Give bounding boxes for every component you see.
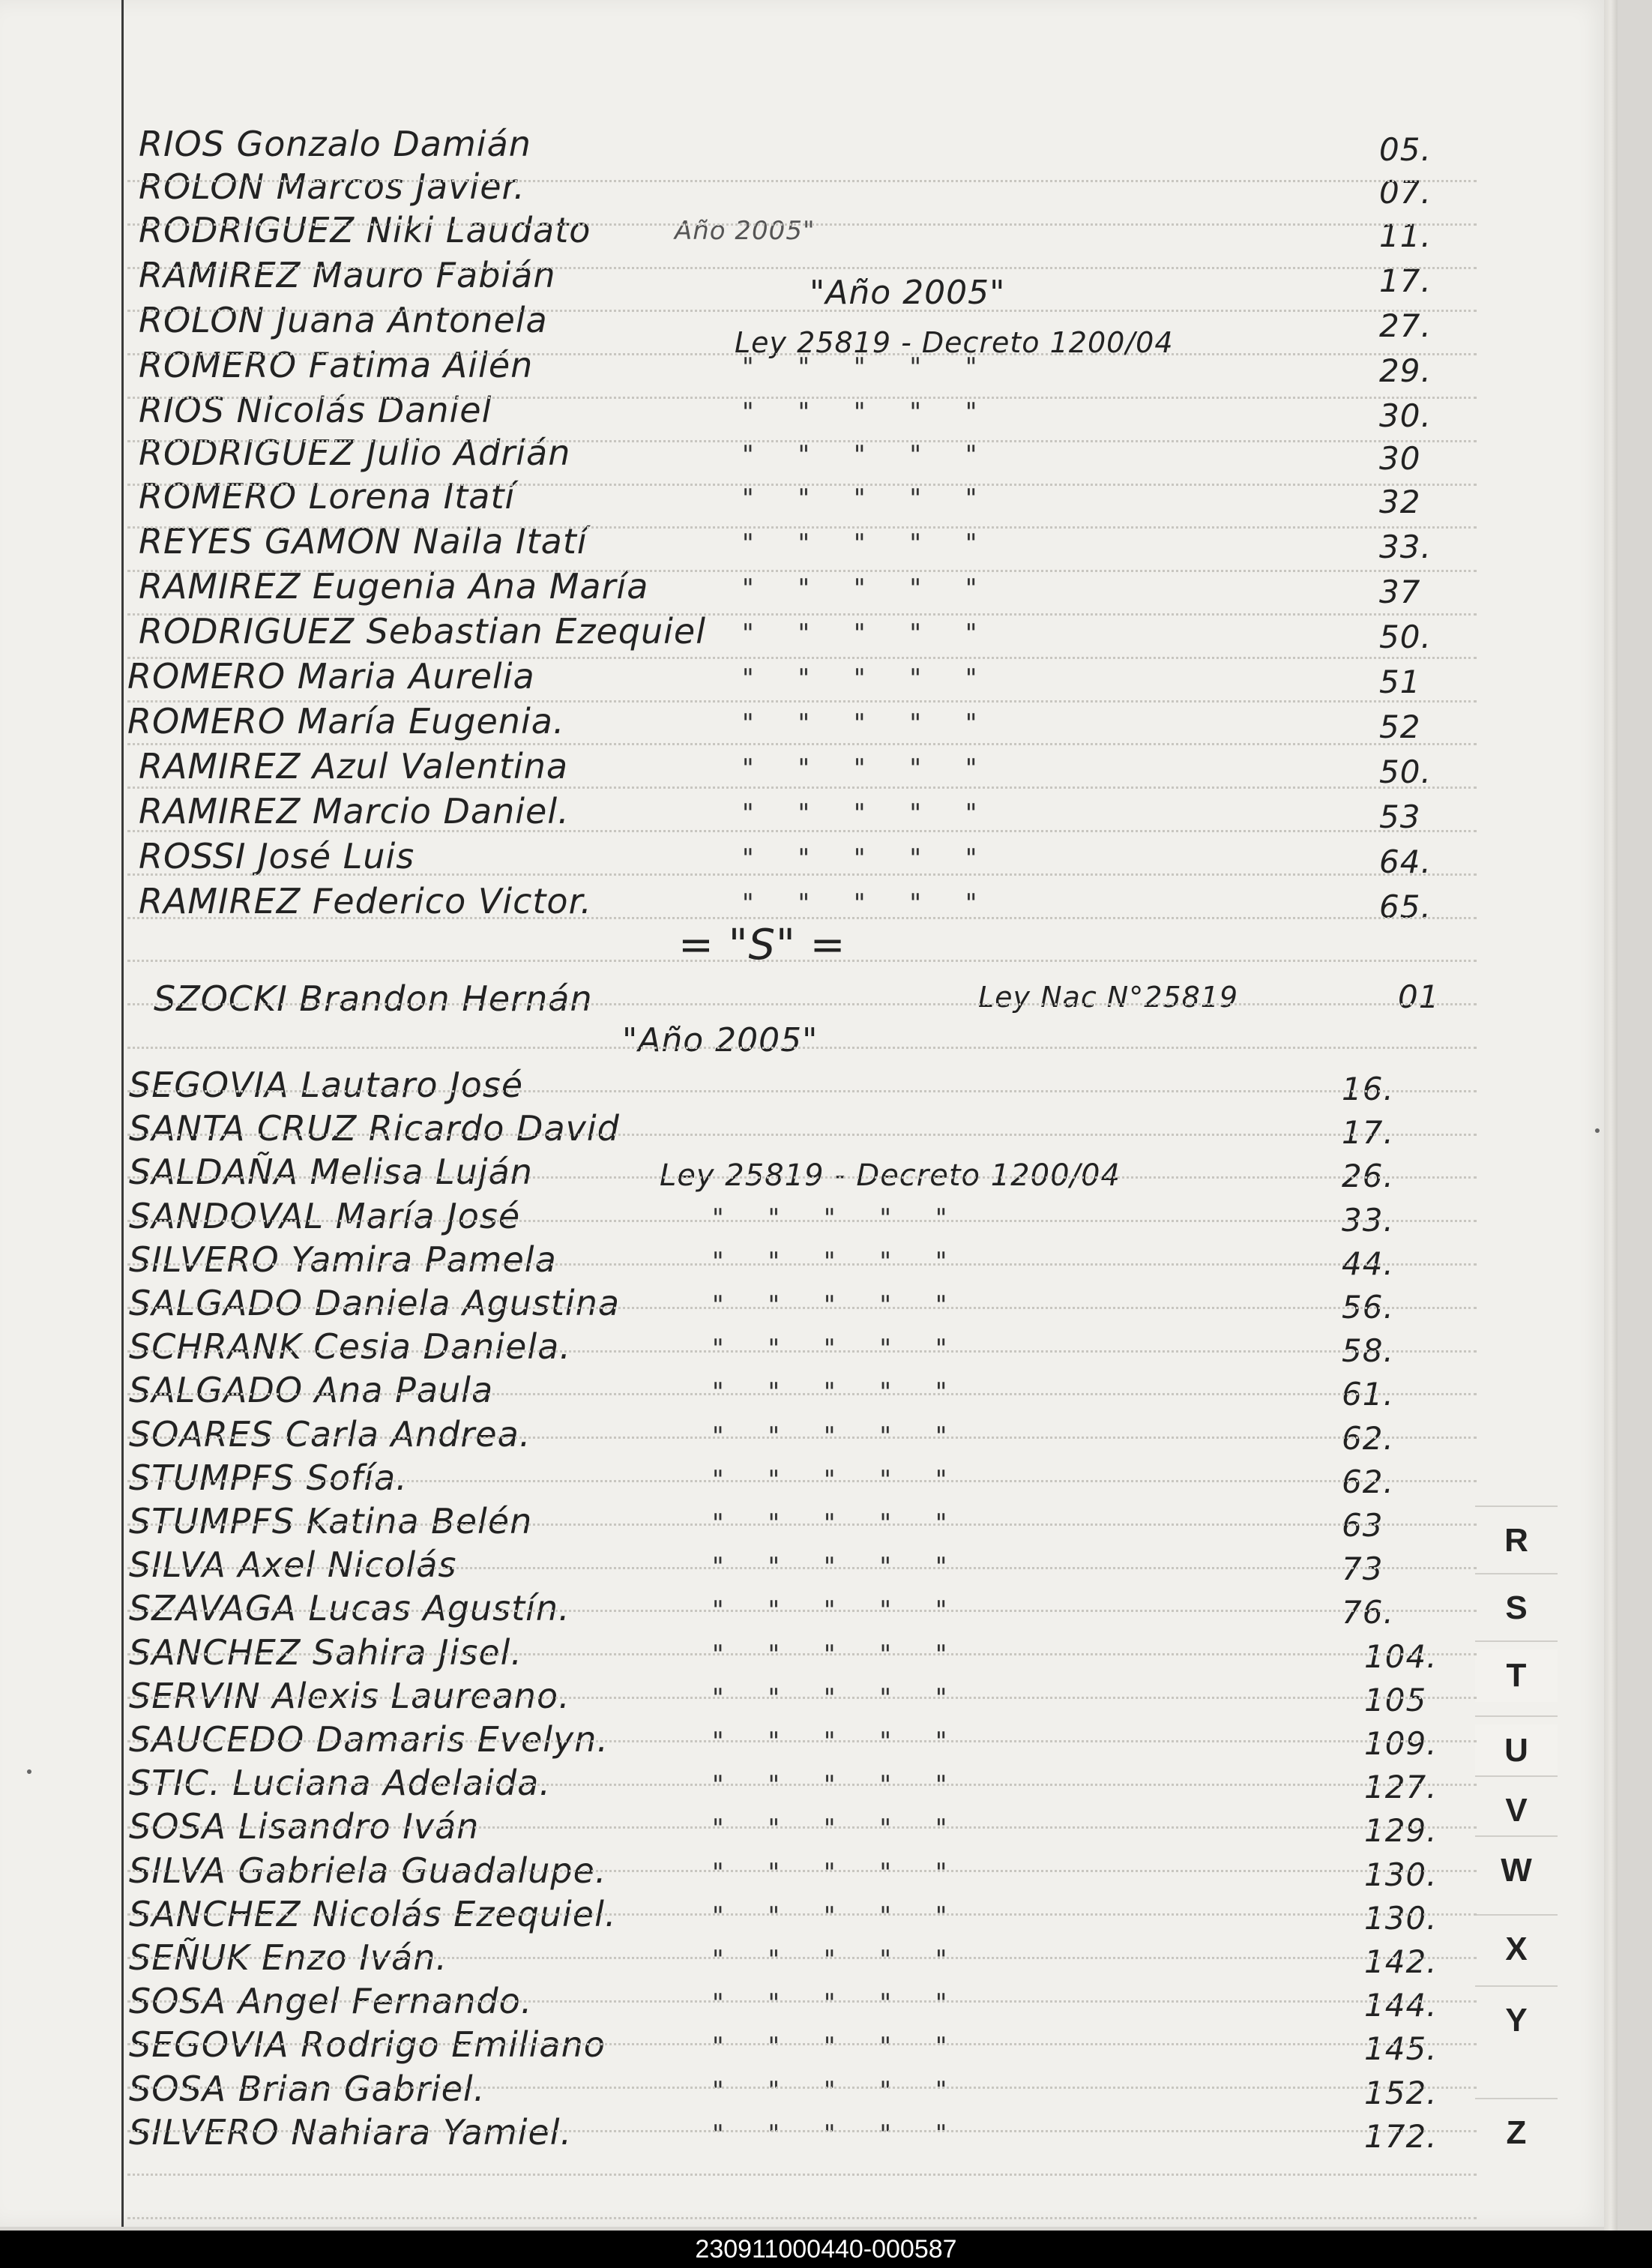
entry-name: STUMPFS Katina Belén bbox=[129, 1501, 533, 1541]
ditto-marks: " " " " " bbox=[742, 484, 995, 514]
ruled-line bbox=[127, 1307, 1477, 1309]
ruled-line bbox=[127, 743, 1477, 745]
entry-name: RIOS Nicolás Daniel bbox=[139, 390, 492, 430]
ditto-marks: " " " " " bbox=[712, 1858, 965, 1888]
ruled-line bbox=[127, 1610, 1477, 1612]
ruled-line bbox=[127, 1870, 1477, 1872]
ruled-line bbox=[127, 353, 1477, 355]
entry-number: 11. bbox=[1379, 217, 1432, 254]
entry-name: SILVA Gabriela Guadalupe. bbox=[129, 1850, 607, 1891]
ruled-line bbox=[127, 917, 1477, 919]
ruled-line bbox=[127, 1003, 1477, 1005]
entry-number: 65. bbox=[1379, 888, 1432, 925]
ruled-line bbox=[127, 1653, 1477, 1655]
ditto-marks: " " " " " bbox=[742, 352, 995, 382]
ditto-marks: " " " " " bbox=[712, 2032, 965, 2062]
ruled-line bbox=[127, 223, 1477, 226]
entry-name: REYES GAMON Naila Itatí bbox=[139, 521, 588, 562]
ditto-marks: " " " " " bbox=[712, 1814, 965, 1844]
ruled-line bbox=[127, 180, 1477, 182]
entry-name: ROMERO Maria Aurelia bbox=[127, 656, 535, 697]
ditto-marks: " " " " " bbox=[712, 1988, 965, 2018]
entry-number: 142. bbox=[1364, 1943, 1438, 1980]
ditto-marks: " " " " " bbox=[712, 2120, 965, 2150]
entry-number: 62. bbox=[1342, 1464, 1394, 1500]
entry-number: 145. bbox=[1364, 2030, 1438, 2067]
entry-number: 109. bbox=[1364, 1725, 1438, 1762]
section-letter-s: = "S" = bbox=[678, 921, 846, 969]
ditto-marks: " " " " " bbox=[742, 798, 995, 828]
ditto-marks: " " " " " bbox=[712, 1901, 965, 1931]
ditto-marks: " " " " " bbox=[712, 1640, 965, 1670]
entry-name: SCHRANK Cesia Daniela. bbox=[129, 1326, 571, 1367]
ditto-marks: " " " " " bbox=[712, 1727, 965, 1757]
ruled-line bbox=[127, 2217, 1477, 2219]
entry-number: 33. bbox=[1342, 1202, 1394, 1239]
ditto-marks: " " " " " bbox=[742, 843, 995, 873]
paper-speck bbox=[27, 1769, 31, 1774]
entry-name: SEÑUK Enzo Iván. bbox=[129, 1937, 448, 1978]
document-id-footer: 230911000440-000587 bbox=[0, 2231, 1652, 2268]
first-s-name: SZOCKI Brandon Hernán bbox=[154, 978, 593, 1019]
entry-number: 33. bbox=[1379, 529, 1432, 565]
ruled-line bbox=[127, 570, 1477, 572]
ditto-marks: " " " " " bbox=[742, 709, 995, 739]
entry-name: SOARES Carla Andrea. bbox=[129, 1414, 531, 1455]
tab-w[interactable]: W bbox=[1501, 1852, 1532, 1889]
entry-number: 07. bbox=[1379, 174, 1432, 211]
ditto-marks: " " " " " bbox=[742, 888, 995, 918]
entry-number: 37 bbox=[1379, 574, 1421, 610]
tab-s[interactable]: S bbox=[1505, 1589, 1528, 1626]
ditto-marks: " " " " " bbox=[742, 664, 995, 694]
ruled-line bbox=[127, 1437, 1477, 1439]
ruled-line bbox=[127, 484, 1477, 486]
tab-divider bbox=[1475, 1506, 1558, 1507]
ruled-line bbox=[127, 1697, 1477, 1699]
first-s-number: 01 bbox=[1398, 978, 1440, 1015]
entry-name: SALGADO Ana Paula bbox=[129, 1370, 494, 1410]
entry-name: SALDAÑA Melisa Luján bbox=[129, 1152, 533, 1192]
entry-number: 73 bbox=[1342, 1550, 1384, 1587]
entry-name: SANTA CRUZ Ricardo David bbox=[129, 1108, 620, 1149]
entry-name: ROMERO Lorena Itatí bbox=[139, 476, 516, 517]
entry-number: 32 bbox=[1379, 484, 1421, 520]
year-note-crossed: Año 2005" bbox=[675, 216, 816, 246]
tab-divider bbox=[1475, 2098, 1558, 2099]
ditto-marks: " " " " " bbox=[712, 2076, 965, 2106]
ruled-line bbox=[127, 1176, 1477, 1179]
entry-number: 53 bbox=[1379, 798, 1421, 835]
tab-r[interactable]: R bbox=[1504, 1522, 1528, 1559]
entry-number: 58. bbox=[1342, 1332, 1394, 1369]
entry-name: RAMIREZ Marcio Daniel. bbox=[139, 791, 570, 831]
entry-name: SILVERO Yamira Pamela bbox=[129, 1239, 557, 1280]
ruled-line bbox=[127, 1134, 1477, 1136]
ruled-line bbox=[127, 2087, 1477, 2089]
year-note-s: "Año 2005" bbox=[622, 1021, 819, 1059]
entry-number: 05. bbox=[1379, 131, 1432, 168]
ditto-marks: " " " " " bbox=[712, 1334, 965, 1364]
entry-number: 56. bbox=[1342, 1289, 1394, 1326]
ruled-line bbox=[127, 1480, 1477, 1482]
ruled-line bbox=[127, 1957, 1477, 1959]
ditto-marks: " " " " " bbox=[712, 1247, 965, 1277]
entry-name: SANCHEZ Sahira Jisel. bbox=[129, 1632, 523, 1673]
ruled-line bbox=[127, 267, 1477, 269]
entry-number: 144. bbox=[1364, 1987, 1438, 2024]
entry-number: 30 bbox=[1379, 440, 1421, 477]
ruled-line bbox=[127, 1523, 1477, 1526]
entry-name: SANDOVAL María José bbox=[129, 1196, 521, 1236]
ditto-marks: " " " " " bbox=[712, 1595, 965, 1625]
entry-name: RAMIREZ Azul Valentina bbox=[139, 746, 569, 786]
entry-name: SANCHEZ Nicolás Ezequiel. bbox=[129, 1894, 617, 1934]
ruled-line bbox=[127, 1090, 1477, 1092]
ruled-line bbox=[127, 960, 1477, 962]
entry-name: ROLON Juana Antonela bbox=[139, 300, 548, 340]
ruled-line bbox=[127, 786, 1477, 789]
ditto-marks: " " " " " bbox=[712, 1377, 965, 1407]
ditto-marks: " " " " " bbox=[712, 1770, 965, 1800]
entry-name: SZAVAGA Lucas Agustín. bbox=[129, 1588, 570, 1628]
entry-number: 152. bbox=[1364, 2075, 1438, 2111]
tab-z[interactable]: Z bbox=[1506, 2114, 1527, 2151]
entry-name: ROMERO María Eugenia. bbox=[127, 701, 565, 742]
tab-divider bbox=[1475, 1835, 1558, 1837]
tab-x[interactable]: X bbox=[1505, 1931, 1528, 1967]
first-s-law: Ley Nac N°25819 bbox=[978, 981, 1239, 1014]
entry-name: RAMIREZ Federico Victor. bbox=[139, 881, 592, 921]
entry-name: SAUCEDO Damaris Evelyn. bbox=[129, 1719, 609, 1760]
year-note-r: "Año 2005" bbox=[810, 274, 1006, 312]
entry-number: 127. bbox=[1364, 1769, 1438, 1805]
entry-name: STUMPFS Sofía. bbox=[129, 1458, 408, 1498]
tab-divider bbox=[1475, 1985, 1558, 1987]
entry-name: RAMIREZ Mauro Fabián bbox=[139, 255, 556, 295]
entry-name: SEGOVIA Rodrigo Emiliano bbox=[129, 2024, 606, 2065]
entry-name: SOSA Angel Fernando. bbox=[129, 1981, 533, 2021]
ditto-marks: " " " " " bbox=[742, 754, 995, 783]
tab-u[interactable]: U bbox=[1475, 1724, 1558, 1777]
ditto-marks: " " " " " bbox=[712, 1945, 965, 1975]
ditto-marks: " " " " " bbox=[712, 1422, 965, 1452]
ditto-marks: " " " " " bbox=[712, 1203, 965, 1233]
entry-name: ROSSI José Luis bbox=[139, 836, 415, 876]
tab-divider bbox=[1475, 1914, 1558, 1916]
entry-number: 105 bbox=[1364, 1682, 1427, 1718]
entry-number: 130. bbox=[1364, 1856, 1438, 1893]
tab-divider bbox=[1475, 1640, 1558, 1642]
entry-number: 51 bbox=[1379, 664, 1421, 700]
ditto-marks: " " " " " bbox=[712, 1552, 965, 1582]
ditto-marks: " " " " " bbox=[712, 1683, 965, 1713]
ruled-line bbox=[127, 657, 1477, 659]
ruled-line bbox=[127, 1784, 1477, 1786]
entry-number: 17. bbox=[1379, 262, 1432, 299]
ruled-line bbox=[127, 1567, 1477, 1569]
entry-number: 63 bbox=[1342, 1507, 1384, 1544]
law-note-r: Ley 25819 - Decreto 1200/04 bbox=[735, 326, 1174, 359]
entry-name: ROLON Marcos Javier. bbox=[139, 166, 525, 207]
tab-t[interactable]: T bbox=[1475, 1649, 1558, 1702]
entry-name: SILVERO Nahiara Yamiel. bbox=[129, 2112, 573, 2153]
ditto-marks: " " " " " bbox=[742, 397, 995, 427]
page-edge bbox=[1604, 0, 1618, 2231]
ditto-marks: " " " " " bbox=[742, 529, 995, 559]
ruled-line bbox=[127, 1393, 1477, 1395]
paper-speck bbox=[1595, 1128, 1600, 1133]
tab-divider bbox=[1475, 1573, 1558, 1574]
ruled-line bbox=[127, 1826, 1477, 1829]
entry-number: 50. bbox=[1379, 754, 1432, 790]
entry-name: STIC. Luciana Adelaida. bbox=[129, 1763, 551, 1803]
ruled-line bbox=[127, 526, 1477, 529]
entry-number: 16. bbox=[1342, 1071, 1394, 1107]
entry-name: SOSA Brian Gabriel. bbox=[129, 2069, 486, 2109]
entry-number: 61. bbox=[1342, 1376, 1394, 1413]
entry-name: RODRIGUEZ Niki Laudato bbox=[139, 210, 591, 250]
ruled-line bbox=[127, 2000, 1477, 2003]
tab-y[interactable]: Y bbox=[1505, 2002, 1528, 2039]
entry-number: 26. bbox=[1342, 1158, 1394, 1194]
ruled-line bbox=[127, 873, 1477, 876]
ruled-line bbox=[127, 1913, 1477, 1916]
entry-number: 27. bbox=[1379, 307, 1432, 344]
law-note-s: Ley 25819 - Decreto 1200/04 bbox=[660, 1158, 1121, 1193]
margin-line bbox=[121, 0, 124, 2227]
ruled-line bbox=[127, 310, 1477, 312]
entry-number: 29. bbox=[1379, 352, 1432, 389]
ruled-line bbox=[127, 1047, 1477, 1049]
ruled-line bbox=[127, 613, 1477, 616]
entry-number: 64. bbox=[1379, 843, 1432, 880]
ditto-marks: " " " " " bbox=[712, 1509, 965, 1538]
entry-number: 52 bbox=[1379, 709, 1421, 745]
entry-name: RODRIGUEZ Sebastian Ezequiel bbox=[139, 611, 706, 652]
entry-name: ROMERO Fatima Ailén bbox=[139, 345, 534, 385]
ruled-line bbox=[127, 2043, 1477, 2045]
ruled-line bbox=[127, 1220, 1477, 1222]
tab-v[interactable]: V bbox=[1505, 1792, 1528, 1829]
tab-divider bbox=[1475, 1715, 1558, 1717]
entry-number: 172. bbox=[1364, 2118, 1438, 2155]
entry-number: 62. bbox=[1342, 1420, 1394, 1457]
entry-number: 104. bbox=[1364, 1638, 1438, 1675]
entry-number: 50. bbox=[1379, 619, 1432, 655]
entry-name: SOSA Lisandro Iván bbox=[129, 1806, 480, 1847]
entry-name: SALGADO Daniela Agustina bbox=[129, 1283, 621, 1323]
entry-number: 129. bbox=[1364, 1812, 1438, 1849]
entry-number: 44. bbox=[1342, 1245, 1394, 1282]
entry-name: RIOS Gonzalo Damián bbox=[139, 124, 531, 164]
ruled-line bbox=[127, 700, 1477, 703]
tab-divider bbox=[1475, 1775, 1558, 1777]
ruled-line bbox=[127, 440, 1477, 442]
ruled-line bbox=[127, 830, 1477, 832]
ruled-line bbox=[127, 1740, 1477, 1742]
ruled-line bbox=[127, 2174, 1477, 2176]
ruled-line bbox=[127, 2130, 1477, 2132]
entry-name: RODRIGUEZ Julio Adrián bbox=[139, 433, 571, 473]
entry-number: 30. bbox=[1379, 397, 1432, 434]
entry-name: SEGOVIA Lautaro José bbox=[129, 1065, 524, 1105]
ruled-line bbox=[127, 1263, 1477, 1266]
entry-number: 130. bbox=[1364, 1900, 1438, 1937]
ditto-marks: " " " " " bbox=[742, 574, 995, 604]
ditto-marks: " " " " " bbox=[712, 1465, 965, 1495]
ditto-marks: " " " " " bbox=[712, 1290, 965, 1320]
ditto-marks: " " " " " bbox=[742, 440, 995, 470]
entry-name: RAMIREZ Eugenia Ana María bbox=[139, 566, 649, 607]
ditto-marks: " " " " " bbox=[742, 619, 995, 649]
ruled-line bbox=[127, 1350, 1477, 1353]
entry-number: 76. bbox=[1342, 1594, 1394, 1631]
entry-number: 17. bbox=[1342, 1114, 1394, 1151]
entry-name: SILVA Axel Nicolás bbox=[129, 1544, 457, 1585]
entry-name: SERVIN Alexis Laureano. bbox=[129, 1676, 570, 1716]
ruled-line bbox=[127, 397, 1477, 399]
